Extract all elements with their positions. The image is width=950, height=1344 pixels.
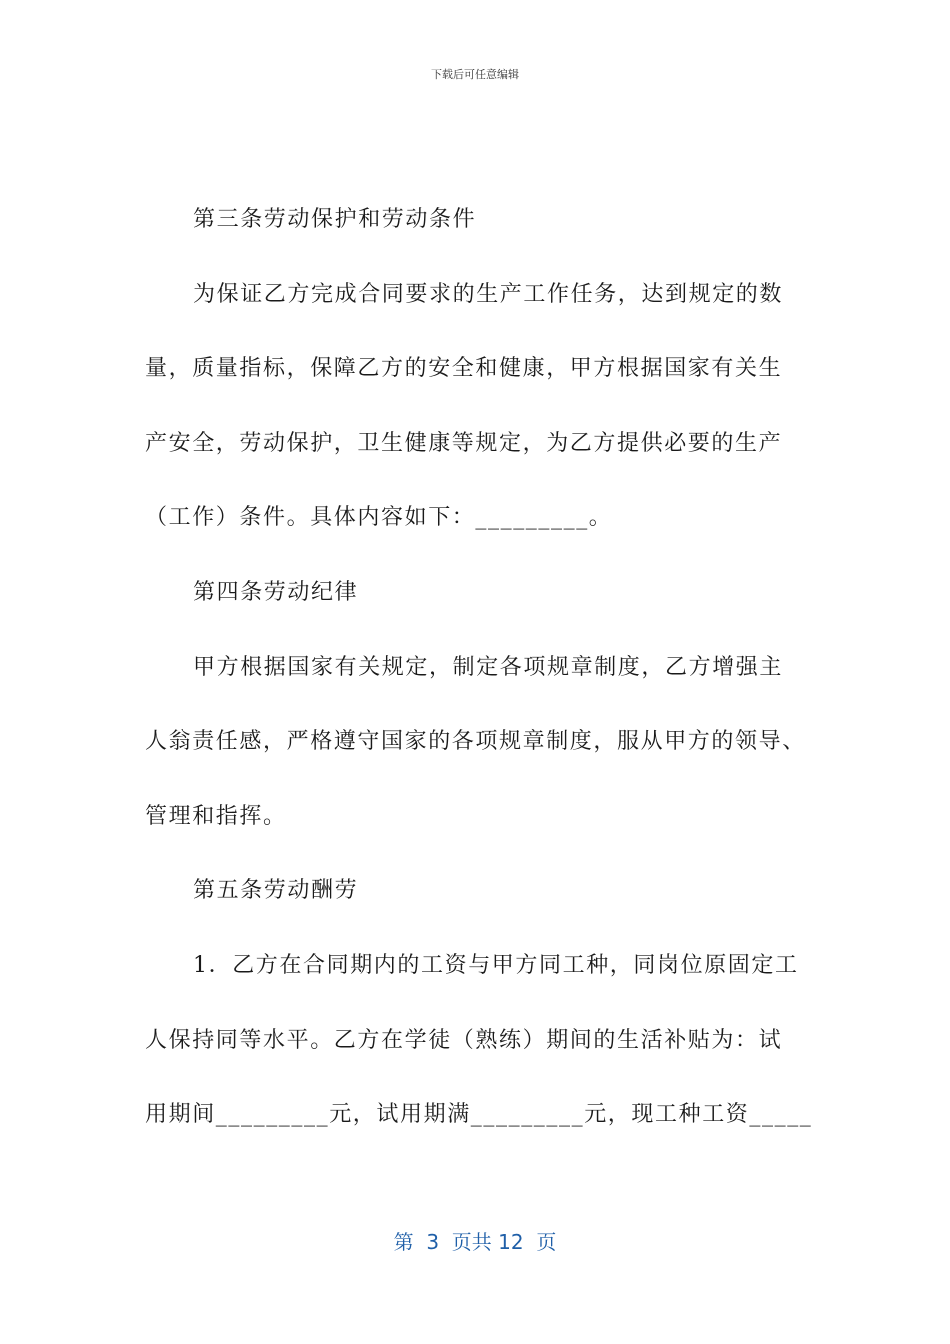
paragraph-line: 人保持同等水平。乙方在学徒（熟练）期间的生活补贴为：试 bbox=[145, 1027, 783, 1053]
paragraph-line: 管理和指挥。 bbox=[145, 803, 287, 829]
article-4-heading: 第四条劳动纪律 bbox=[193, 579, 359, 605]
paragraph-line: 为保证乙方完成合同要求的生产工作任务，达到规定的数 bbox=[193, 281, 784, 307]
paragraph-line: 1．乙方在合同期内的工资与甲方同工种，同岗位原固定工 bbox=[193, 952, 799, 978]
paragraph-line: 人翁责任感，严格遵守国家的各项规章制度，服从甲方的领导、 bbox=[145, 729, 806, 755]
paragraph-line: （工作）条件。具体内容如下：_________。 bbox=[145, 505, 613, 531]
header-note: 下载后可任意编辑 bbox=[431, 68, 519, 81]
paragraph-line: 量，质量指标，保障乙方的安全和健康，甲方根据国家有关生 bbox=[145, 356, 783, 382]
document-body bbox=[145, 198, 813, 1168]
article-5-heading: 第五条劳动酬劳 bbox=[193, 878, 359, 904]
page-number-footer: 第 3 页共 12 页 bbox=[393, 1230, 557, 1254]
article-3-heading: 第三条劳动保护和劳动条件 bbox=[193, 207, 477, 232]
paragraph-line: 产安全，劳动保护，卫生健康等规定，为乙方提供必要的生产 bbox=[145, 430, 783, 456]
paragraph-line: 甲方根据国家有关规定，制定各项规章制度，乙方增强主 bbox=[193, 654, 784, 680]
paragraph-line: 用期间_________元，试用期满_________元，现工种工资_____ bbox=[145, 1102, 813, 1128]
